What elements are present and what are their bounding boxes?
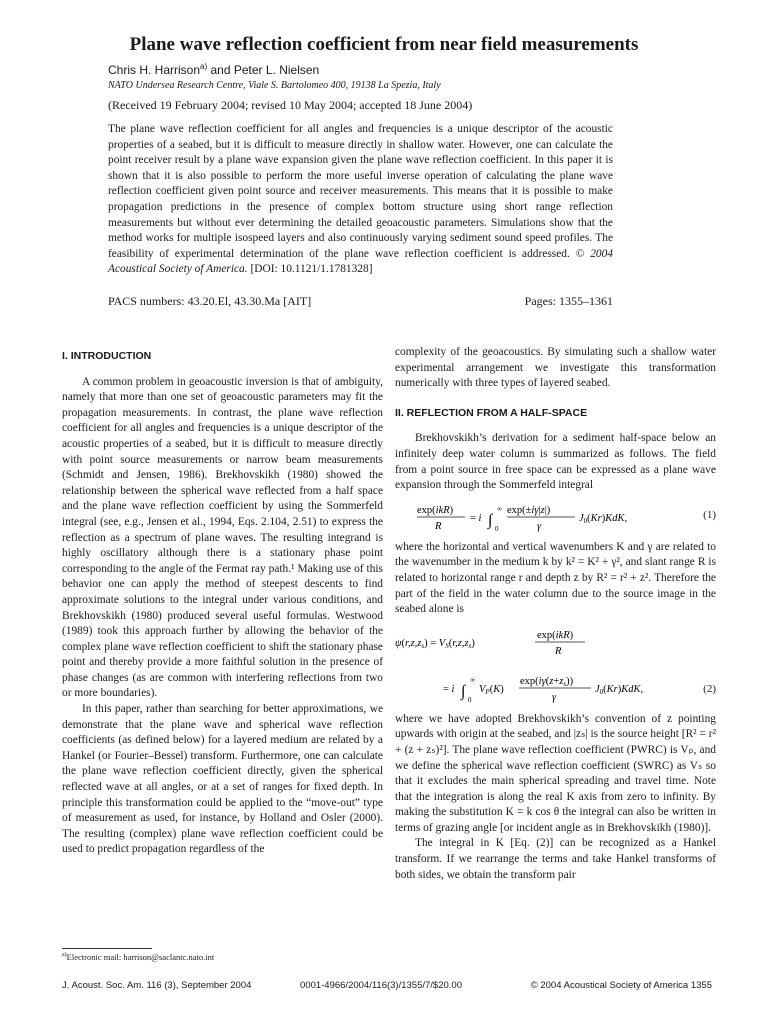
- svg-text:0: 0: [468, 695, 472, 704]
- section2-paragraph-4: The integral in K [Eq. (2)] can be recognized as a Hankel transform. If we rearrange the terms and take Hankel transforms of both sides, we obtain the transform pair: [395, 837, 716, 881]
- affiliation: NATO Undersea Research Centre, Viale S. Bartolomeo 400, 19138 La Spezia, Italy: [108, 80, 441, 91]
- section2-paragraph-2: where the horizontal and vertical wavenumbers K and γ are related to the wavenumber in the medium k by k² = K² + γ², and slant range R is related to horizontal range r and depth z by R² = r² + z². Therefore the part of the field in the water column due to the source image in the seabed alone is: [395, 540, 716, 616]
- abstract-text: The plane wave reflection coefficient for all angles and frequencies is a unique descriptor of the acoustic properties of a seabed, but it is difficult to measure directly in shallow water. However, one can calculate the point receiver result by a plane wave expansion given the plane wave reflection coefficient. In this paper it is shown that it is also possible to perform the more useful inverse operation of calculating the plane wave reflection coefficient given point source and receiver measurements. This means that it is possible to make propagation predictions in the presence of complex bottom structure using short range reflection measurements but without ever determining the detailed geoacoustic parameters. Simulations show that the method works for multiple isospeed layers and also continuously varying sediment sound speed profiles. The feasibility of experimental determination of the plane wave reflection coefficient is addressed.: [108, 123, 613, 260]
- author-1: Chris H. Harrison: [108, 63, 201, 77]
- svg-text:γ: γ: [537, 520, 542, 532]
- footnote-text: Electronic mail: harrison@saclantc.nato.int: [66, 952, 215, 962]
- footer-code: 0001-4966/2004/116(3)/1355/7/$20.00: [300, 980, 462, 991]
- svg-text:γ: γ: [552, 691, 557, 703]
- author-2: and Peter L. Nielsen: [207, 63, 320, 77]
- svg-text:exp(ikR): exp(ikR): [537, 629, 574, 641]
- page-footer: [62, 980, 712, 991]
- section-heading-introduction: I. INTRODUCTION: [62, 350, 152, 362]
- footnote-rule: [62, 948, 152, 949]
- svg-text:∞: ∞: [497, 504, 502, 513]
- svg-text:exp(iγ(z+zs)): exp(iγ(z+zs)): [520, 675, 574, 688]
- footer-copyright: © 2004 Acoustical Society of America 1355: [530, 980, 712, 991]
- intro-paragraph-2: In this paper, rather than searching for better approximations, we demonstrate that the plane wave and spherical wave reflection coefficients (as defined below) for a layered medium are related by a Hankel (or Fourier–Bessel) transform. Furthermore, one can calculate the plane wave reflection coefficient directly, given the spherical reflected wave at all angles, or at a set of ranges for fixed depth. In principle this transformation could be applied to the “move-out” type of measurement as used, for instance, by Holland and Osler (2000). The resulting (complex) plane wave reflection coefficient could be used to predict propagation regardless of the: [62, 703, 383, 856]
- intro-paragraph-continued: complexity of the geoacoustics. By simulating such a shallow water experimental arrangement we investigate this transformation numerically with three types of layered seabed.: [395, 346, 716, 390]
- svg-text:R: R: [555, 645, 562, 657]
- section-heading-half-space: II. REFLECTION FROM A HALF-SPACE: [395, 406, 588, 419]
- equation-2-number: (2): [703, 682, 716, 695]
- svg-text:= i: = i: [470, 512, 482, 524]
- equation-2: [395, 626, 716, 704]
- equation-1-formula: [415, 502, 675, 534]
- equation-1-number: (1): [703, 508, 716, 521]
- svg-text:∫: ∫: [461, 682, 466, 700]
- right-column: [395, 345, 716, 883]
- doi: [DOI: 10.1121/1.1781328]: [250, 263, 373, 276]
- footnote: [62, 952, 214, 962]
- svg-text:J0(Kr)KdK,: J0(Kr)KdK,: [579, 512, 628, 525]
- svg-text:R: R: [435, 520, 442, 532]
- svg-text:∞: ∞: [470, 675, 475, 684]
- svg-text:exp(±iγ|z|): exp(±iγ|z|): [507, 504, 551, 516]
- footer-journal: J. Acoust. Soc. Am. 116 (3), September 2004: [62, 980, 252, 991]
- paper-title: Plane wave reflection coefficient from near field measurements: [129, 34, 639, 55]
- left-column: [62, 345, 383, 858]
- footnote-mark: a): [62, 952, 67, 959]
- svg-text:∫: ∫: [488, 511, 493, 529]
- received-dates: (Received 19 February 2004; revised 10 May 2004; accepted 18 June 2004): [108, 98, 473, 112]
- abstract: [108, 122, 613, 278]
- svg-text:J0(Kr)KdK,: J0(Kr)KdK,: [595, 683, 644, 696]
- pacs-line: [108, 294, 613, 309]
- section2-paragraph-1: Brekhovskikh’s derivation for a sediment half-space below an infinitely deep water column is summarized as follows. The field from a point source in free space can be expressed as a plane wave expansion through the Sommerfeld integral: [395, 432, 716, 492]
- equation-2-formula: [395, 626, 675, 704]
- page-range: Pages: 1355–1361: [524, 294, 613, 308]
- abstract-copyright: © 2004 Acoustical Society of America.: [108, 247, 613, 276]
- svg-text:exp(ikR): exp(ikR): [417, 504, 454, 516]
- authors: [108, 62, 319, 77]
- svg-text:ψ(r,z,zs) = VS(r,z,zs): ψ(r,z,zs) = VS(r,z,zs): [395, 637, 475, 650]
- svg-text:= i: = i: [443, 683, 455, 695]
- intro-paragraph-1: A common problem in geoacoustic inversion is that of ambiguity, namely that more than one set of geoacoustic parameters may fit the propagation measurements. In contrast, the plane wave reflection coefficient for all angles and frequencies is a unique descriptor of the acoustic properties of a seabed, but it is difficult to measure directly with point source measurements or narrow beam measurements (Schmidt and Jensen, 1986). Brekhovskikh (1980) showed the relationship between the spherical wave reflected from a half space and the plane wave reflection coefficient by using the Sommerfeld integral (see, e.g., Jensen et al., 1994, Eqs. 2.104, 2.51) to express the reflection as a spectrum of plane waves. The resulting integrand is highly oscillatory although there is a stationary phase point corresponding to the angle of the Fermat ray path.¹ Making use of this behavior one can apply the method of steepest descents to find approximate solutions to the integral under various conditions, and Brekhovskikh (1980) produced several useful formulas. Westwood (1989) took this approach further by allowing the behavior of the complex plane wave reflection coefficient to shift the stationary phase point and thereby provide a more faithful solution in the presence of phase changes (as are common with interfering reflections from two or more boundaries).: [62, 375, 383, 700]
- pacs-numbers: PACS numbers: 43.20.El, 43.30.Ma [AIT]: [108, 294, 312, 308]
- svg-text:0: 0: [495, 524, 499, 533]
- author-footnote-mark: a): [200, 62, 208, 71]
- equation-1: [395, 502, 716, 532]
- section2-paragraph-3: where we have adopted Brekhovskikh’s convention of z pointing upwards with origin at the seabed, and |zₛ| is the source height [R² = r² + (z + zₛ)²]. The plane wave reflection coefficient (PWRC) is Vₚ, and we define the spherical wave reflection coefficient (SWRC) as Vₛ so that it excludes the main spherical spreading and travel time. Note that the integration is along the real K axis from zero to infinity. By making the substitution K = k cos θ the integral can also be written in terms of grazing angle [or incident angle as in Brekhovskikh (1980)].: [395, 712, 716, 834]
- svg-text:VP(K): VP(K): [479, 683, 504, 696]
